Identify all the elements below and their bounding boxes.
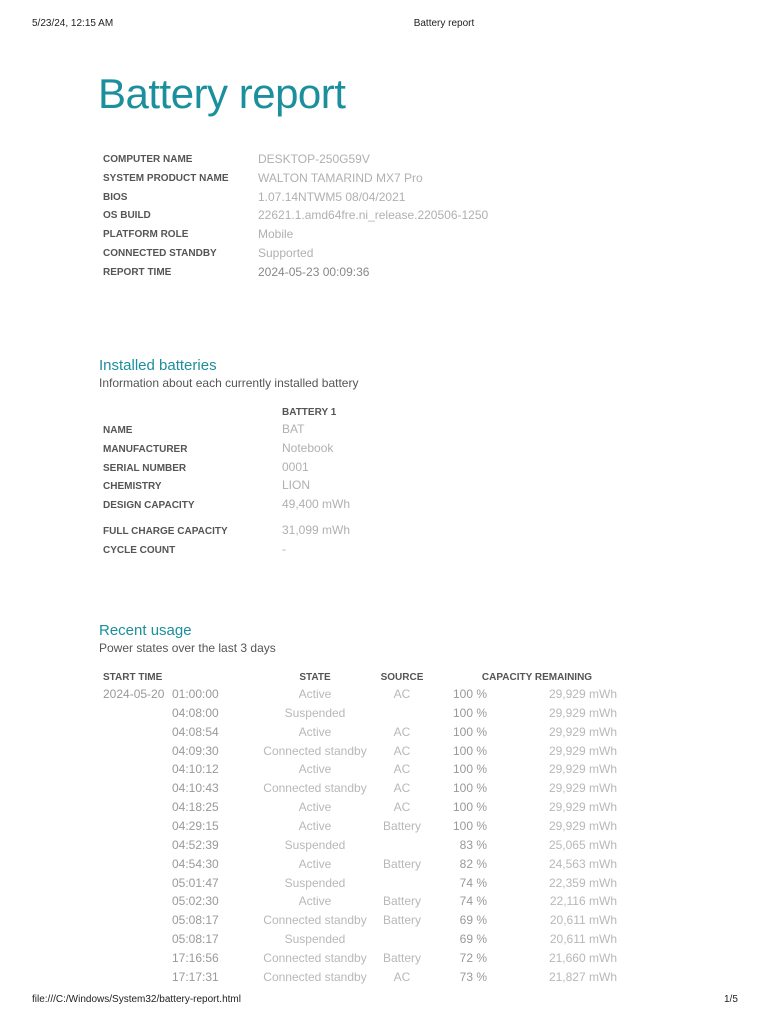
cell-time: 04:10:43 [172,781,219,796]
col-start-time: START TIME [103,672,163,683]
cell-cap: 29,929 mWh [548,705,617,720]
cell-state: Connected standby [263,781,367,796]
system-label: PLATFORM ROLE [103,229,189,241]
cell-time: 05:02:30 [172,894,219,909]
table-row [0,781,768,800]
cell-pct: 100 % [452,762,487,777]
cell-pct: 100 % [452,724,487,739]
cell-time: 17:16:56 [172,950,219,965]
cell-time: 04:54:30 [172,856,219,871]
cell-cap: 29,929 mWh [548,800,617,815]
battery-value: 49,400 mWh [282,497,351,511]
print-url: file:///C:/Windows/System32/battery-report.html [32,994,241,1005]
table-row [0,687,768,706]
cell-state: Connected standby [263,913,367,928]
recent-usage-subtitle: Power states over the last 3 days [99,641,276,655]
col-source: SOURCE [380,672,424,683]
cell-state: Active [298,894,332,909]
cell-source: Battery [382,856,421,871]
cell-time: 05:01:47 [172,875,219,890]
table-row [0,725,768,744]
print-title: Battery report [413,18,475,29]
print-page-number: 1/5 [724,994,738,1005]
cell-pct: 72 % [459,950,487,965]
cell-state: Active [298,724,332,739]
battery-label: NAME [103,425,133,436]
cell-source: Battery [382,913,421,928]
cell-time: 04:29:15 [172,818,219,833]
table-row [0,744,768,763]
battery-value: 31,099 mWh [282,523,351,537]
cell-source: Battery [382,894,421,909]
cell-source: AC [393,687,411,701]
page-title: Battery report [98,70,346,117]
cell-pct: 82 % [459,856,487,871]
cell-time: 05:08:17 [172,932,219,947]
cell-pct: 69 % [459,932,487,947]
battery-label: SERIAL NUMBER [103,463,187,474]
cell-cap: 29,929 mWh [548,818,617,833]
cell-pct: 100 % [452,705,487,720]
system-value: DESKTOP-250G59V [258,152,370,166]
battery-label: CYCLE COUNT [103,545,176,556]
cell-pct: 100 % [452,781,487,796]
table-row [0,894,768,913]
table-row [0,913,768,932]
cell-source: AC [393,724,411,739]
battery-label: MANUFACTURER [103,444,188,455]
cell-state: Connected standby [263,743,367,758]
cell-cap: 22,359 mWh [548,875,617,890]
cell-source: AC [393,969,411,984]
table-row [0,876,768,895]
system-label: OS BUILD [103,210,151,222]
cell-pct: 100 % [452,687,487,701]
cell-date: 2024-05-20 [103,687,165,701]
battery-1-column-header: BATTERY 1 [282,407,337,418]
cell-time: 04:08:00 [172,705,219,720]
cell-state: Active [298,762,332,777]
cell-pct: 100 % [452,800,487,815]
cell-pct: 74 % [459,894,487,909]
battery-value: 0001 [282,460,309,474]
cell-state: Suspended [284,705,346,720]
system-label: COMPUTER NAME [103,154,193,165]
cell-state: Active [298,800,332,815]
system-value: Mobile [258,227,294,242]
cell-source: AC [393,800,411,815]
table-row [0,932,768,951]
system-label: REPORT TIME [103,266,172,278]
system-value: 2024-05-23 00:09:36 [258,264,370,279]
cell-source: Battery [382,818,421,833]
cell-pct: 73 % [459,969,487,984]
table-row [0,762,768,781]
cell-state: Suspended [284,932,346,947]
cell-cap: 29,929 mWh [548,762,617,777]
battery-label: DESIGN CAPACITY [103,500,195,511]
cell-pct: 83 % [459,837,487,852]
cell-time: 04:09:30 [172,743,219,758]
table-row [0,706,768,725]
cell-cap: 29,929 mWh [548,687,617,701]
cell-cap: 22,116 mWh [549,894,617,909]
table-row [0,838,768,857]
cell-cap: 29,929 mWh [548,781,617,796]
table-row [0,819,768,838]
table-row [0,800,768,819]
cell-cap: 21,827 mWh [548,969,617,984]
cell-cap: 21,660 mWh [548,950,617,965]
cell-time: 17:17:31 [172,969,219,984]
table-row [0,970,768,989]
system-label: SYSTEM PRODUCT NAME [103,172,229,184]
cell-time: 01:00:00 [172,687,219,701]
cell-source: AC [393,743,411,758]
cell-state: Suspended [284,837,346,852]
cell-cap: 25,065 mWh [548,837,617,852]
cell-state: Connected standby [263,969,367,984]
col-state: STATE [299,672,331,683]
cell-pct: 69 % [459,913,487,928]
system-label: CONNECTED STANDBY [103,248,217,259]
cell-pct: 74 % [459,875,487,890]
cell-time: 04:08:54 [172,724,219,739]
cell-state: Connected standby [263,950,367,965]
system-label: BIOS [103,191,128,203]
cell-time: 05:08:17 [172,913,219,928]
cell-state: Suspended [284,875,346,890]
system-value: 1.07.14NTWM5 08/04/2021 [258,189,406,204]
cell-cap: 20,611 mWh [549,932,617,947]
cell-cap: 29,929 mWh [548,743,617,758]
system-value: WALTON TAMARIND MX7 Pro [258,170,423,185]
battery-value: LION [282,478,311,492]
system-value: 22621.1.amd64fre.ni_release.220506-1250 [258,208,489,223]
cell-source: Battery [382,950,421,965]
battery-value: Notebook [282,441,334,455]
cell-time: 04:10:12 [172,762,219,777]
table-row [0,857,768,876]
cell-source: AC [393,781,411,796]
print-datetime: 5/23/24, 12:15 AM [32,18,114,29]
cell-state: Active [298,818,332,833]
battery-label: CHEMISTRY [103,481,162,492]
cell-pct: 100 % [452,818,487,833]
cell-cap: 20,611 mWh [549,913,617,928]
battery-label: FULL CHARGE CAPACITY [103,526,228,537]
cell-cap: 29,929 mWh [548,724,617,739]
cell-time: 04:18:25 [172,800,219,815]
col-capacity-remaining: CAPACITY REMAINING [481,672,593,683]
cell-time: 04:52:39 [172,837,219,852]
recent-usage-heading: Recent usage [99,622,192,639]
installed-batteries-subtitle: Information about each currently installed battery [99,376,359,390]
battery-value: BAT [282,422,305,436]
cell-source: AC [393,762,411,777]
cell-pct: 100 % [452,743,487,758]
cell-state: Active [298,687,332,701]
cell-state: Active [298,856,332,871]
cell-cap: 24,563 mWh [548,856,617,871]
table-row [0,951,768,970]
system-value: Supported [258,246,314,260]
installed-batteries-heading: Installed batteries [99,357,217,374]
battery-value: - [282,542,286,556]
